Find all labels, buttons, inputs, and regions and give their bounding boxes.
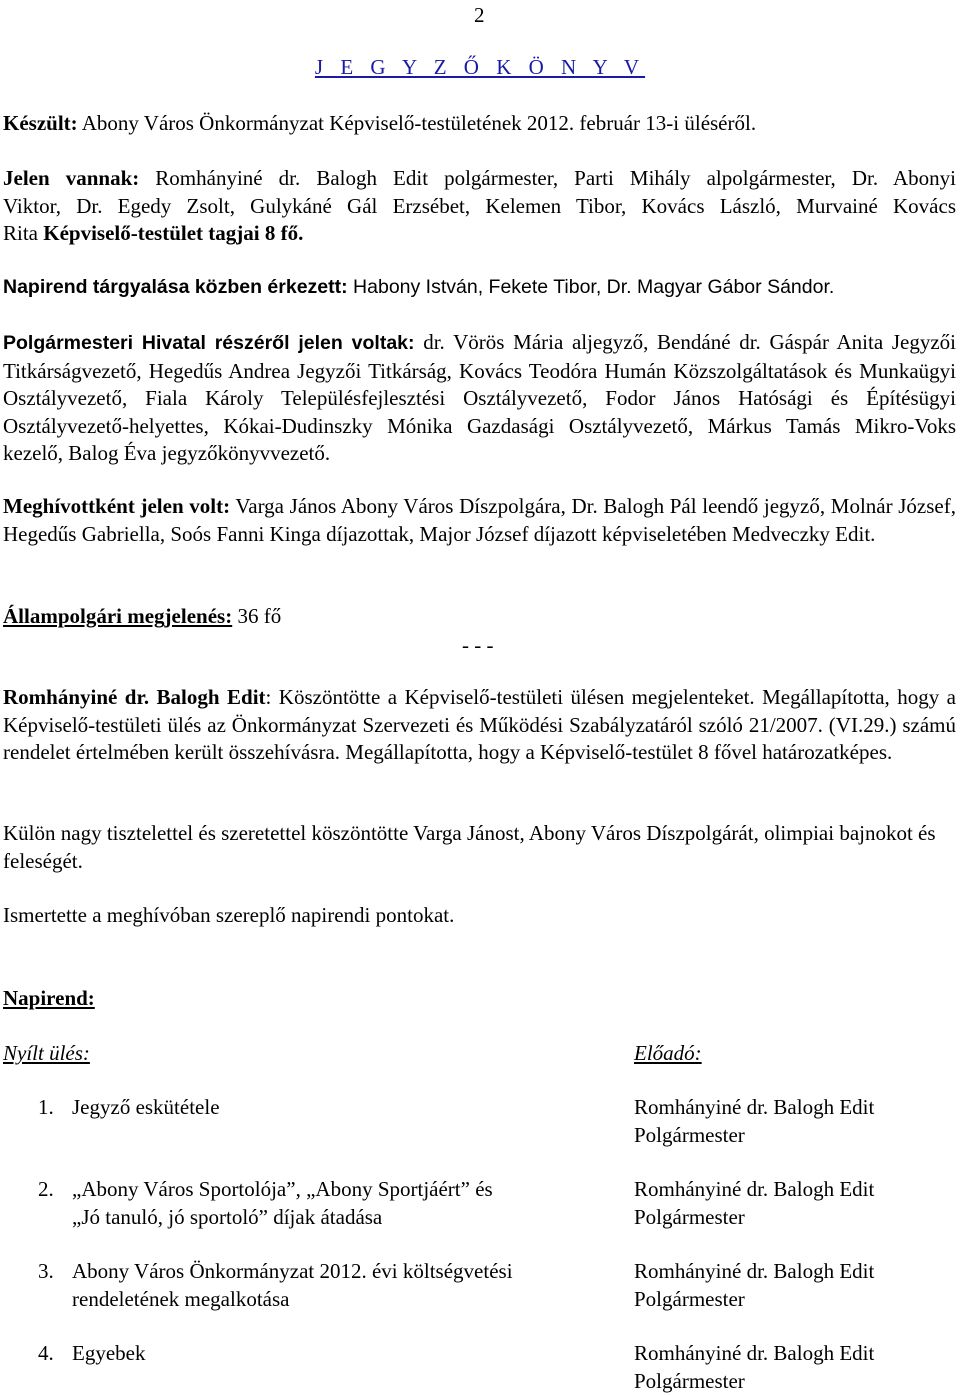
kulon-paragraph: Külön nagy tisztelettel és szeretettel köszöntötte Varga Jánost, Abony Város Díszpolgárát, olimpiai bajnokot és feleségét. <box>3 820 956 875</box>
keszult-line <box>3 110 956 138</box>
napirend-heading-text: Napirend: <box>3 986 95 1010</box>
document-title <box>0 54 960 82</box>
agenda-number: 1. <box>38 1094 72 1122</box>
agenda-presenter <box>634 1258 954 1313</box>
agenda-title: „Abony Város Sportolója”, „Abony Sportjáért” és <box>72 1177 493 1201</box>
presenter-name: Romhányiné dr. Balogh Edit <box>634 1176 954 1204</box>
jelen-line-1-text: Romhányiné dr. Balogh Edit polgármester, Parti Mihály alpolgármester, Dr. Abonyi <box>139 166 956 190</box>
eloado-heading <box>634 1040 702 1068</box>
nyilt-ules-heading <box>3 1040 90 1068</box>
allampolgari-text: 36 fő <box>232 604 281 628</box>
agenda-presenter <box>634 1340 954 1395</box>
jelen-tagjai: Képviselő-testület tagjai 8 fő. <box>43 221 303 245</box>
jelen-line-3-text: Rita <box>3 221 43 245</box>
agenda-number: 2. <box>38 1176 72 1204</box>
presenter-name: Romhányiné dr. Balogh Edit <box>634 1340 954 1368</box>
romhanyine-paragraph <box>3 684 956 767</box>
presenter-name: Romhányiné dr. Balogh Edit <box>634 1094 954 1122</box>
agenda-presenter <box>634 1176 954 1231</box>
agenda-title-cont: rendeletének megalkotása <box>38 1286 598 1314</box>
ismertette-paragraph: Ismertette a meghívóban szereplő napirendi pontokat. <box>3 902 956 930</box>
romhanyine-label: Romhányiné dr. Balogh Edit <box>3 685 266 709</box>
presenter-role: Polgármester <box>634 1368 954 1395</box>
meghivott-text: Varga János Abony Város Díszpolgára, Dr. Balogh Pál leendő jegyző, Molnár József, Hegedűs Gabriella, Soós Fanni Kinga díjazottak, Major József díjazott képviseletében Medveczky Edit. <box>3 494 956 546</box>
agenda-item <box>38 1094 598 1122</box>
keszult-label: Készült: <box>3 111 78 135</box>
agenda-item <box>38 1340 598 1368</box>
keszult-text: Abony Város Önkormányzat Képviselő-testületének 2012. február 13-i üléséről. <box>78 111 756 135</box>
eloado-text: Előadó: <box>634 1041 702 1065</box>
napirend-kozben-label: Napirend tárgyalása közben érkezett: <box>3 276 348 298</box>
hivatal-text: dr. Vörös Mária aljegyző, Bendáné dr. Gáspár Anita Jegyzői Titkárságvezető, Hegedűs Andrea Jegyzői Titkárság, Kovács Teodóra Humán Közszolgáltatások és Munkaügyi Osztályvezető, Fiala Károly Településfejlesztési Osztályvezető, Fodor János Hatósági és Építésügyi Osztályvezető-helyettes, Kókai-Dudinszky Mónika Gazdasági Osztályvezető, Márkus Tamás Mikro-Voks kezelő, Balog Éva jegyzőkönyvvezető. <box>3 330 956 465</box>
page-number: 2 <box>474 2 494 30</box>
presenter-role: Polgármester <box>634 1122 954 1150</box>
jelen-vannak <box>3 165 956 248</box>
presenter-name: Romhányiné dr. Balogh Edit <box>634 1258 954 1286</box>
presenter-role: Polgármester <box>634 1204 954 1232</box>
jelen-line-2: Viktor, Dr. Egedy Zsolt, Gulykáné Gál Erzsébet, Kelemen Tibor, Kovács László, Murvainé Kovács <box>3 193 956 221</box>
document-title-text: J E G Y Z Ő K Ö N Y V <box>315 55 645 79</box>
jelen-line-1 <box>3 165 956 193</box>
hivatal-paragraph <box>3 329 956 468</box>
meghivott-label: Meghívottként jelen volt: <box>3 494 230 518</box>
allampolgari-label: Állampolgári megjelenés: <box>3 604 232 628</box>
jelen-label: Jelen vannak: <box>3 166 139 190</box>
agenda-title-cont: „Jó tanuló, jó sportoló” díjak átadása <box>38 1204 598 1232</box>
allampolgari-line <box>3 603 956 631</box>
agenda-title: Egyebek <box>72 1341 145 1365</box>
agenda-title: Jegyző eskütétele <box>72 1095 220 1119</box>
agenda-number: 3. <box>38 1258 72 1286</box>
hivatal-label: Polgármesteri Hivatal részéről jelen voltak: <box>3 332 415 354</box>
meghivott-paragraph <box>3 493 956 548</box>
presenter-role: Polgármester <box>634 1286 954 1314</box>
agenda-presenter <box>634 1094 954 1149</box>
napirend-heading <box>3 985 956 1013</box>
romhanyine-text: : Köszöntötte a Képviselő-testületi ülésen megjelenteket. Megállapította, hogy a Képviselő-testületi ülés az Önkormányzat Szervezeti és Működési Szabályzatáról szóló 21/2007. (VI.29.) számú rendelet értelmében került összehívásra. Megállapította, hogy a Képviselő-testület 8 fővel határozatképes. <box>3 685 956 764</box>
agenda-number: 4. <box>38 1340 72 1368</box>
nyilt-ules-text: Nyílt ülés: <box>3 1041 90 1065</box>
jelen-line-3 <box>3 220 956 248</box>
section-separator: - - - <box>462 632 493 660</box>
agenda-item <box>38 1258 598 1313</box>
napirend-kozben-text: Habony István, Fekete Tibor, Dr. Magyar Gábor Sándor. <box>348 276 835 298</box>
napirend-kozben <box>3 274 956 302</box>
agenda-title: Abony Város Önkormányzat 2012. évi költségvetési <box>72 1259 513 1283</box>
agenda-item <box>38 1176 598 1231</box>
